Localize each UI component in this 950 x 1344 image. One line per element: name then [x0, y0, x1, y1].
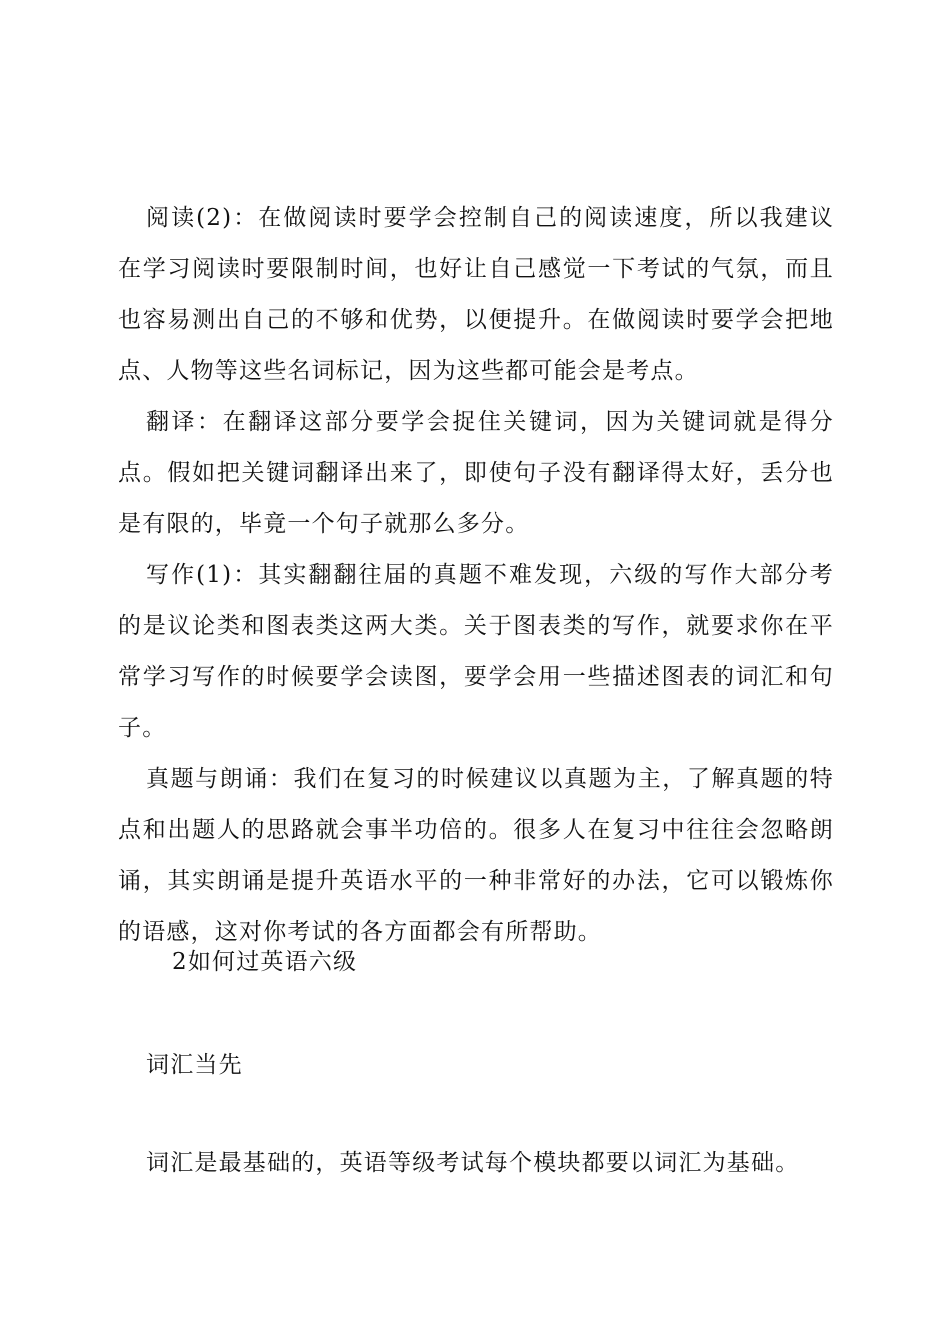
paragraph-reading: 阅读(2)：在做阅读时要学会控制自己的阅读速度，所以我建议在学习阅读时要限制时间，也好让自己感觉一下考试的气氛，而且也容易测出自己的不够和优势，以便提升。在做阅读时要学会把地点、人物等这些名词标记，因为这些都可能会是考点。: [118, 205, 834, 384]
paragraph-writing: 写作(1)：其实翻翻往届的真题不难发现，六级的写作大部分考的是议论类和图表类这两大类。关于图表类的写作，就要求你在平常学习写作的时候要学会读图，要学会用一些描述图表的词汇和句子。: [118, 562, 834, 741]
paragraph-vocabulary: 词汇是最基础的，英语等级考试每个模块都要以词汇为基础。: [146, 1150, 800, 1176]
section-heading: 2如何过英语六级: [172, 949, 358, 975]
subheading: 词汇当先: [146, 1052, 243, 1078]
paragraph-past-papers-reading-aloud: 真题与朗诵：我们在复习的时候建议以真题为主，了解真题的特点和出题人的思路就会事半功倍的。很多人在复习中往往会忽略朗诵，其实朗诵是提升英语水平的一种非常好的办法，它可以锻炼你的语感，这对你考试的各方面都会有所帮助。: [118, 766, 834, 945]
paragraph-translation: 翻译：在翻译这部分要学会捉住关键词，因为关键词就是得分点。假如把关键词翻译出来了，即使句子没有翻译得太好，丢分也是有限的，毕竟一个句子就那么多分。: [118, 409, 834, 537]
